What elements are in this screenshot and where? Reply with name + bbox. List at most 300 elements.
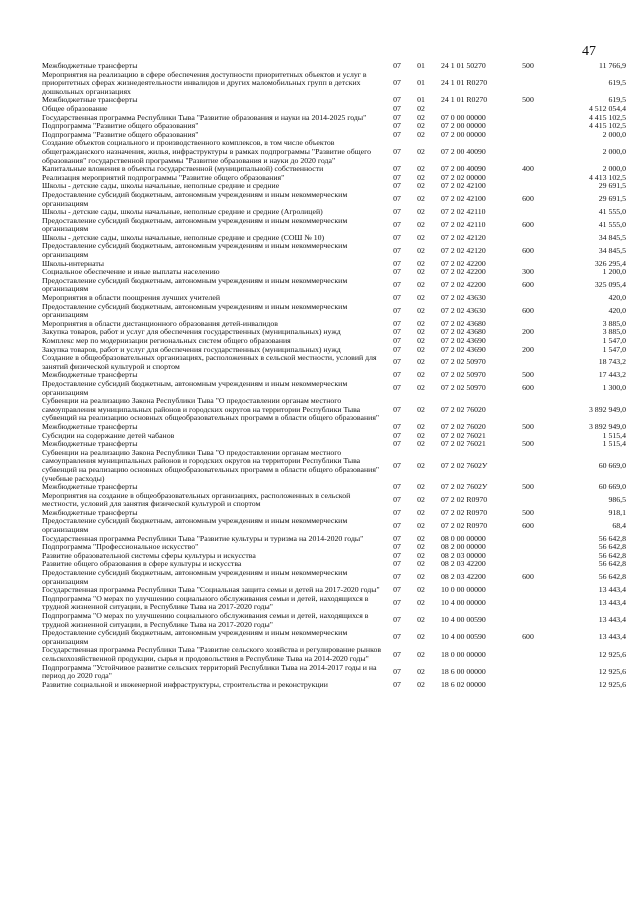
row-expense-type [509, 492, 547, 509]
row-name: Государственная программа Республики Тыва "Социальная защита семьи и детей на 2017-2020 годы" [42, 585, 380, 595]
row-amount: 17 443,2 [598, 370, 626, 380]
row-amount: 619,5 [608, 78, 626, 88]
row-amount: 2 000,0 [602, 129, 626, 139]
row-section: 07 [393, 194, 401, 204]
row-name: Субвенции на реализацию Закона Республики Тыва "О предоставлении органам местного самоуправления муниципальных районов и городских округов на территории Республики Тыва субвенций на реализацию основных общеобразовательных программ в области общего образования" (учебные расходы) [42, 447, 380, 483]
row-amount: 12 925,6 [598, 649, 626, 659]
row-expense-type [509, 182, 547, 191]
row-section: 07 [393, 430, 401, 440]
row-amount: 1 547,0 [602, 336, 626, 345]
row-expense-type: 500 [522, 482, 534, 492]
row-expense-type [509, 664, 547, 681]
row-amount: 4 413 102,5 [588, 172, 626, 182]
row-target-article: 18 6 02 00000 [441, 679, 486, 689]
row-target-article: 08 2 03 42200 [441, 572, 486, 582]
row-subsection: 02 [417, 181, 425, 191]
row-expense-type: 300 [522, 267, 534, 277]
row-expense-type: 400 [522, 164, 534, 174]
row-section: 07 [393, 112, 401, 122]
row-name: Предоставление субсидий бюджетным, автономным учреждениям и иным некоммерческим организациям [42, 301, 348, 320]
row-name: Развитие социальной и инженерной инфраструктуры, строительства и реконструкции [42, 679, 328, 689]
row-section: 07 [393, 439, 401, 449]
row-section: 07 [393, 207, 401, 217]
row-expense-type [509, 294, 547, 303]
row-expense-type [509, 354, 547, 371]
row-name: Социальное обеспечение и иные выплаты населению [42, 267, 220, 277]
row-section: 07 [393, 245, 401, 255]
row-target-article: 07 2 02 43690 [441, 344, 486, 354]
row-target-article: 08 0 00 00000 [441, 533, 486, 543]
budget-table [42, 62, 626, 689]
row-amount: 56 642,8 [598, 559, 626, 569]
table-row [42, 492, 626, 509]
row-subsection: 02 [417, 482, 425, 492]
row-section: 07 [393, 559, 401, 569]
row-target-article: 08 2 03 00000 [441, 550, 486, 560]
row-target-article: 08 2 00 00000 [441, 542, 486, 552]
row-name: Развитие образовательной системы сферы культуры и искусства [42, 550, 256, 560]
row-subsection: 02 [417, 172, 425, 182]
row-name: Мероприятия на реализацию в сфере обеспечения доступности приоритетных объектов и услуг в приоритетных сферах жизнедеятельности инвалидов и других маломобильных групп в детских дошкольных организациях [42, 69, 367, 96]
table-row [42, 517, 626, 534]
row-amount: 13 443,4 [598, 615, 626, 625]
row-amount: 13 443,4 [598, 585, 626, 595]
row-expense-type [509, 449, 547, 483]
row-target-article: 07 2 02 42110 [441, 207, 486, 217]
row-name: Создание объектов социального и производственного комплексов, в том числе объектов общегражданского назначения, жилья, инфраструктуры в рамках подпрограммы "Развитие общего образования" государственной программы "Развитие образования и науки до 2020 года" [42, 138, 372, 165]
row-amount: 18 743,2 [598, 357, 626, 367]
row-section: 07 [393, 679, 401, 689]
table-row [42, 569, 626, 586]
row-name: Подпрограмма "Развитие общего образования" [42, 121, 199, 131]
row-target-article: 07 2 02 42120 [441, 245, 486, 255]
row-name: Мероприятия в области дистанционного образования детей-инвалидов [42, 318, 278, 328]
row-amount: 1 300,0 [602, 383, 626, 393]
row-subsection: 02 [417, 370, 425, 380]
row-expense-type [509, 174, 547, 183]
row-expense-type: 200 [522, 327, 534, 337]
row-section: 07 [393, 146, 401, 156]
row-target-article: 07 2 02 43690 [441, 336, 486, 345]
row-section: 07 [393, 327, 401, 337]
row-expense-type [509, 552, 547, 561]
row-expense-type: 500 [522, 61, 534, 70]
row-subsection: 02 [417, 219, 425, 229]
row-subsection: 02 [417, 129, 425, 139]
row-name: Подпрограмма "Профессиональное искусство" [42, 542, 199, 552]
row-target-article: 07 2 02 43680 [441, 318, 486, 328]
row-expense-type [509, 535, 547, 544]
row-expense-type: 600 [522, 520, 534, 530]
row-amount: 68,4 [612, 520, 626, 530]
row-target-article: 07 2 02 43630 [441, 305, 486, 315]
row-name: Предоставление субсидий бюджетным, автономным учреждениям и иным некоммерческим организациям [42, 275, 348, 294]
row-name: Подпрограмма "О мерах по улучшению социального обслуживания семьи и детей, находящихся в трудной жизненной ситуации, в Республике Тыва на 2017-2020 годы" [42, 611, 369, 629]
row-name: Школы - детские сады, школы начальные, неполные средние и средние [42, 181, 280, 191]
row-subsection: 02 [417, 327, 425, 337]
row-amount: 56 642,8 [598, 550, 626, 560]
row-target-article: 10 4 00 00590 [441, 615, 486, 625]
row-section: 07 [393, 344, 401, 354]
row-section: 07 [393, 336, 401, 345]
row-section: 07 [393, 649, 401, 659]
row-section: 07 [393, 421, 401, 431]
row-expense-type: 600 [522, 572, 534, 582]
table-row [42, 139, 626, 165]
row-name: Закупка товаров, работ и услуг для обеспечения государственных (муниципальных) нужд [42, 327, 341, 337]
row-section: 07 [393, 318, 401, 328]
row-name: Предоставление субсидий бюджетным, автономным учреждениям и иным некоммерческим организациям [42, 516, 348, 535]
row-amount: 34 845,5 [598, 232, 626, 242]
row-target-article: 08 2 03 42200 [441, 559, 486, 569]
row-amount: 326 295,4 [594, 258, 626, 268]
table-row [42, 354, 626, 371]
row-amount: 11 766,9 [599, 61, 626, 70]
row-section: 07 [393, 280, 401, 290]
row-amount: 29 691,5 [598, 181, 626, 191]
row-expense-type [509, 612, 547, 629]
row-section: 07 [393, 267, 401, 277]
row-section: 07 [393, 61, 401, 70]
row-expense-type: 500 [522, 370, 534, 380]
row-amount: 4 415 102,5 [588, 121, 626, 131]
row-section: 07 [393, 232, 401, 242]
row-subsection: 02 [417, 439, 425, 449]
row-expense-type [509, 71, 547, 97]
row-expense-type [509, 560, 547, 569]
row-amount: 60 669,0 [598, 482, 626, 492]
row-subsection: 02 [417, 293, 425, 303]
row-section: 07 [393, 95, 401, 105]
row-target-article: 07 2 02 R0970 [441, 507, 488, 517]
table-row [42, 449, 626, 483]
row-target-article: 07 2 02 42100 [441, 181, 486, 191]
row-name: Подпрограмма "О мерах по улучшению социального обслуживания семьи и детей, находящихся в трудной жизненной ситуации, в Республике Тыва на 2017-2020 годы" [42, 593, 369, 612]
row-expense-type: 600 [522, 219, 534, 229]
row-name: Предоставление субсидий бюджетным, автономным учреждениям и иным некоммерческим организациям [42, 241, 348, 260]
row-target-article: 18 0 00 00000 [441, 649, 486, 659]
row-name: Предоставление субсидий бюджетным, автономным учреждениям и иным некоммерческим организациям [42, 378, 348, 397]
row-section: 07 [393, 507, 401, 517]
row-section: 07 [393, 533, 401, 543]
row-subsection: 02 [417, 632, 425, 642]
row-section: 07 [393, 460, 401, 470]
row-amount: 986,5 [608, 494, 626, 504]
row-target-article: 07 2 02 R0970 [441, 520, 488, 530]
row-name: Предоставление субсидий бюджетным, автономным учреждениям и иным некоммерческим организациям [42, 215, 348, 234]
row-name: Школы - детские сады, школы начальные, неполные средние и средние (СОШ № 10) [42, 232, 325, 242]
row-section: 07 [393, 482, 401, 492]
row-subsection: 02 [417, 267, 425, 277]
row-subsection: 01 [417, 78, 425, 88]
row-target-article: 07 2 02 42100 [441, 194, 486, 204]
row-amount: 420,0 [608, 293, 626, 303]
row-subsection: 02 [417, 460, 425, 470]
row-subsection: 02 [417, 494, 425, 504]
row-target-article: 07 2 02 76020 [441, 404, 486, 414]
row-target-article: 24 1 01 R0270 [441, 78, 488, 88]
row-section: 07 [393, 666, 401, 676]
row-section: 07 [393, 572, 401, 582]
row-name: Создание в общеобразовательных организациях, расположенных в сельской местности, условий для занятий физической культурой и спортом [42, 353, 377, 371]
row-section: 07 [393, 494, 401, 504]
table-row [42, 681, 626, 690]
row-section: 07 [393, 632, 401, 642]
table-row [42, 595, 626, 612]
row-subsection: 02 [417, 507, 425, 517]
row-amount: 1 515,4 [602, 439, 626, 449]
row-expense-type [509, 397, 547, 423]
row-subsection: 02 [417, 615, 425, 625]
row-section: 07 [393, 164, 401, 174]
row-amount: 12 925,6 [598, 666, 626, 676]
row-name: Закупка товаров, работ и услуг для обеспечения государственных (муниципальных) нужд [42, 344, 341, 354]
row-target-article: 07 2 02 50970 [441, 357, 486, 367]
row-target-article: 07 2 02 7602У [441, 482, 488, 492]
row-amount: 29 691,5 [598, 194, 626, 204]
table-row [42, 612, 626, 629]
row-subsection: 02 [417, 598, 425, 608]
row-target-article: 07 2 02 76021 [441, 439, 486, 449]
row-section: 07 [393, 78, 401, 88]
row-target-article: 07 2 00 00000 [441, 129, 486, 139]
row-target-article: 07 2 02 76021 [441, 430, 486, 440]
row-subsection: 02 [417, 207, 425, 217]
row-target-article: 07 2 02 00000 [441, 172, 486, 182]
row-subsection: 02 [417, 421, 425, 431]
row-amount: 3 892 949,0 [588, 404, 626, 414]
row-target-article: 07 2 02 R0970 [441, 494, 488, 504]
row-subsection: 02 [417, 258, 425, 268]
row-amount: 2 000,0 [602, 164, 626, 174]
row-section: 07 [393, 357, 401, 367]
row-target-article: 24 1 01 R0270 [441, 95, 488, 105]
row-amount: 3 892 949,0 [588, 421, 626, 431]
row-amount: 12 925,6 [598, 679, 626, 689]
row-subsection: 02 [417, 121, 425, 131]
row-subsection: 01 [417, 61, 425, 70]
row-section: 07 [393, 598, 401, 608]
row-amount: 1 200,0 [602, 267, 626, 277]
row-expense-type [509, 681, 547, 690]
row-section: 07 [393, 181, 401, 191]
table-row [42, 277, 626, 294]
row-amount: 13 443,4 [598, 598, 626, 608]
row-amount: 918,1 [608, 507, 626, 517]
row-subsection: 02 [417, 679, 425, 689]
row-name: Мероприятия на создание в общеобразовательных организациях, расположенных в сельской местности, условий для занятия физической культурой и спортом [42, 490, 351, 509]
row-subsection: 02 [417, 520, 425, 530]
row-subsection: 02 [417, 194, 425, 204]
row-section: 07 [393, 121, 401, 131]
row-expense-type [509, 105, 547, 114]
row-target-article: 07 2 02 50970 [441, 383, 486, 393]
row-name: Межбюджетные трансферты [42, 95, 138, 105]
row-expense-type: 600 [522, 280, 534, 290]
table-row [42, 629, 626, 646]
row-amount: 56 642,8 [598, 533, 626, 543]
row-amount: 420,0 [608, 305, 626, 315]
row-name: Мероприятия в области поощрения лучших учителей [42, 293, 221, 303]
row-expense-type [509, 543, 547, 552]
row-name: Межбюджетные трансферты [42, 421, 138, 431]
row-amount: 3 885,0 [602, 327, 626, 337]
row-section: 07 [393, 404, 401, 414]
row-target-article: 07 2 02 42200 [441, 267, 486, 277]
row-target-article: 10 0 00 00000 [441, 585, 486, 595]
row-section: 07 [393, 370, 401, 380]
row-name: Предоставление субсидий бюджетным, автономным учреждениям и иным некоммерческим организациям [42, 189, 348, 208]
row-section: 07 [393, 305, 401, 315]
row-amount: 34 845,5 [598, 245, 626, 255]
row-subsection: 02 [417, 232, 425, 242]
row-amount: 41 555,0 [598, 219, 626, 229]
row-target-article: 07 2 02 50970 [441, 370, 486, 380]
row-name: Комплекс мер по модернизации региональных систем общего образования [42, 336, 291, 345]
row-amount: 56 642,8 [598, 572, 626, 582]
row-expense-type [509, 114, 547, 123]
row-name: Реализация мероприятий подпрограммы "Развитие общего образования" [42, 172, 285, 182]
row-name: Общее образование [42, 103, 108, 113]
row-name: Субсидии на содержание детей чабанов [42, 430, 175, 440]
row-section: 07 [393, 585, 401, 595]
row-section: 07 [393, 542, 401, 552]
row-subsection: 02 [417, 430, 425, 440]
table-row [42, 303, 626, 320]
row-amount: 13 443,4 [598, 632, 626, 642]
row-name: Субвенции на реализацию Закона Республики Тыва "О предоставлении органам местного самоуправления муниципальных районов и городских округов на территории Республики Тыва субвенций на реализацию основных общеобразовательных программ в области общего образования" [42, 396, 380, 423]
row-name: Капитальные вложения в объекты государственной (муниципальной) собственности [42, 164, 324, 174]
row-subsection: 02 [417, 305, 425, 315]
row-subsection: 02 [417, 103, 425, 113]
row-target-article: 07 2 02 43680 [441, 327, 486, 337]
row-name: Подпрограмма "Устойчивое развитие сельских территорий Республики Тыва на 2014-2017 годы и на период до 2020 года" [42, 662, 377, 681]
row-name: Подпрограмма "Развитие общего образования" [42, 129, 199, 139]
row-subsection: 02 [417, 112, 425, 122]
row-subsection: 02 [417, 146, 425, 156]
row-subsection: 02 [417, 245, 425, 255]
row-name: Межбюджетные трансферты [42, 439, 138, 449]
row-name: Государственная программа Республики Тыва "Развитие культуры и туризма на 2014-2020 годы" [42, 533, 364, 543]
row-subsection: 02 [417, 280, 425, 290]
row-target-article: 24 1 01 50270 [441, 61, 486, 70]
row-target-article: 07 2 02 42120 [441, 232, 486, 242]
row-subsection: 02 [417, 559, 425, 569]
row-expense-type [509, 586, 547, 595]
row-subsection: 02 [417, 357, 425, 367]
row-name: Межбюджетные трансферты [42, 61, 138, 70]
row-section: 07 [393, 615, 401, 625]
row-subsection: 02 [417, 404, 425, 414]
row-section: 07 [393, 172, 401, 182]
row-expense-type: 500 [522, 439, 534, 449]
row-section: 07 [393, 293, 401, 303]
row-target-article: 10 4 00 00000 [441, 598, 486, 608]
table-row [42, 217, 626, 234]
row-expense-type: 600 [522, 305, 534, 315]
table-row [42, 380, 626, 397]
row-target-article: 10 4 00 00590 [441, 632, 486, 642]
table-row [42, 242, 626, 259]
row-subsection: 02 [417, 572, 425, 582]
row-amount: 4 512 054,4 [588, 103, 626, 113]
row-name: Межбюджетные трансферты [42, 482, 138, 492]
row-amount: 56 642,8 [598, 542, 626, 552]
row-expense-type: 600 [522, 194, 534, 204]
row-amount: 41 555,0 [598, 207, 626, 217]
row-name: Межбюджетные трансферты [42, 507, 138, 517]
row-expense-type [509, 122, 547, 131]
row-section: 07 [393, 103, 401, 113]
table-row [42, 191, 626, 208]
row-section: 07 [393, 219, 401, 229]
row-subsection: 02 [417, 164, 425, 174]
row-name: Межбюджетные трансферты [42, 370, 138, 380]
row-amount: 60 669,0 [598, 460, 626, 470]
row-target-article: 07 2 02 43630 [441, 293, 486, 303]
row-expense-type: 500 [522, 421, 534, 431]
row-expense-type [509, 208, 547, 217]
row-expense-type [509, 234, 547, 243]
row-subsection: 02 [417, 318, 425, 328]
row-amount: 2 000,0 [602, 146, 626, 156]
row-expense-type: 600 [522, 383, 534, 393]
row-target-article: 07 2 00 00000 [441, 121, 486, 131]
row-subsection: 01 [417, 95, 425, 105]
row-subsection: 02 [417, 649, 425, 659]
row-target-article: 07 2 02 7602У [441, 460, 488, 470]
row-target-article: 07 2 00 40090 [441, 164, 486, 174]
row-section: 07 [393, 129, 401, 139]
row-subsection: 02 [417, 336, 425, 345]
row-name: Предоставление субсидий бюджетным, автономным учреждениям и иным некоммерческим организациям [42, 628, 348, 646]
page-number: 47 [582, 44, 596, 59]
row-amount: 325 095,4 [594, 280, 626, 290]
row-target-article: 18 6 00 00000 [441, 666, 486, 676]
row-subsection: 02 [417, 550, 425, 560]
row-name: Предоставление субсидий бюджетным, автономным учреждениям и иным некоммерческим организациям [42, 568, 348, 586]
table-row [42, 96, 626, 105]
row-target-article: 07 2 02 76020 [441, 421, 486, 431]
row-subsection: 02 [417, 344, 425, 354]
row-target-article: 07 2 02 42110 [441, 219, 486, 229]
row-expense-type: 200 [522, 344, 534, 354]
row-name: Государственная программа Республики Тыва "Развитие образования и науки на 2014-2025 годы" [42, 112, 367, 122]
row-name: Школы - детские сады, школы начальные, неполные средние и средние (Агролицей) [42, 207, 323, 217]
row-expense-type: 600 [522, 245, 534, 255]
row-section: 07 [393, 258, 401, 268]
row-section: 07 [393, 520, 401, 530]
row-amount: 619,5 [608, 95, 626, 105]
row-amount: 3 885,0 [602, 318, 626, 328]
table-row [42, 71, 626, 97]
table-row [42, 664, 626, 681]
row-expense-type [509, 646, 547, 663]
row-name: Государственная программа Республики Тыва "Развитие сельского хозяйства и регулирование рынков сельскохозяйственной продукции, сырья и продовольствия в Республике Тыва на 2014-2020 годы" [42, 645, 382, 663]
row-expense-type: 500 [522, 507, 534, 517]
row-subsection: 02 [417, 666, 425, 676]
budget-table-body [42, 62, 626, 689]
row-amount: 4 415 102,5 [588, 112, 626, 122]
row-amount: 1 547,0 [602, 344, 626, 354]
row-expense-type [509, 139, 547, 165]
row-expense-type [509, 131, 547, 140]
row-name: Школы-интернаты [42, 258, 104, 268]
row-target-article: 07 2 02 42200 [441, 258, 486, 268]
row-subsection: 02 [417, 383, 425, 393]
row-amount: 1 515,4 [602, 430, 626, 440]
row-target-article: 07 2 00 40090 [441, 146, 486, 156]
